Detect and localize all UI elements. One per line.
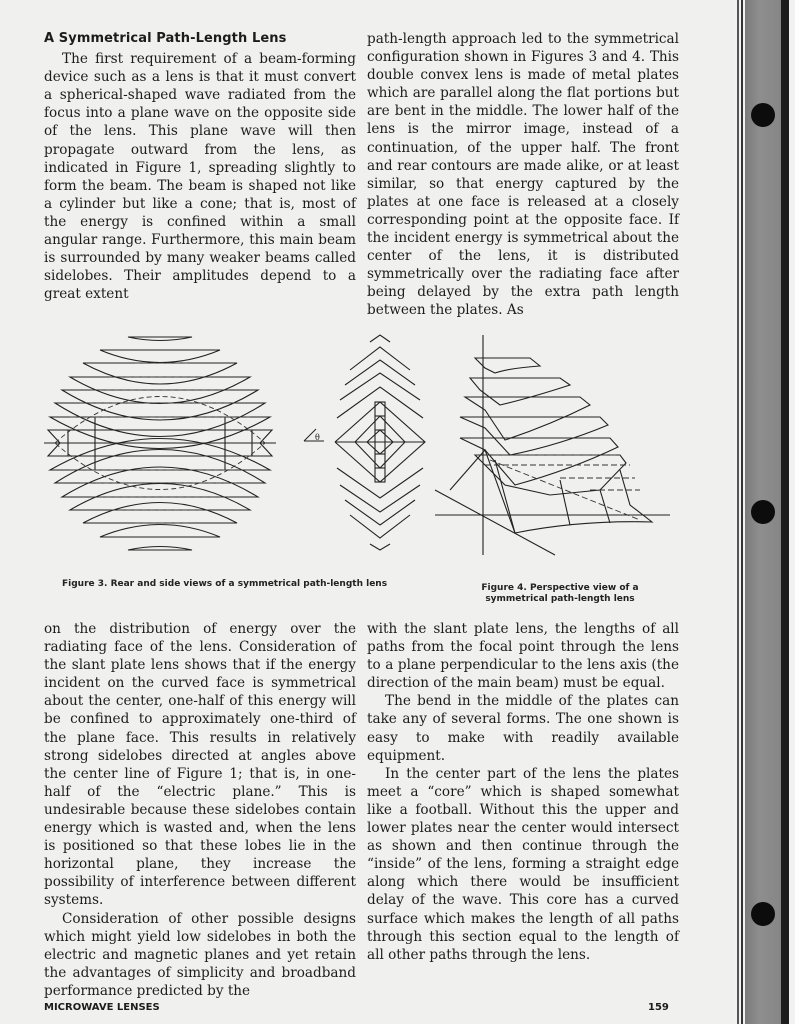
- column-top-right: [367, 30, 679, 320]
- column-bottom-right: [367, 620, 679, 964]
- page-number: 159: [648, 1002, 669, 1013]
- figures-area: [40, 330, 680, 560]
- figure-3-caption: Figure 3. Rear and side views of a symmetrical path-length lens: [62, 579, 388, 589]
- figure-3-rear-view: [40, 330, 300, 560]
- paragraph: The bend in the middle of the plates can take any of several forms. The one shown is easy to make with readily available equipment.: [367, 693, 679, 764]
- svg-text:θ: θ: [315, 433, 320, 442]
- paragraph: In the center part of the lens the plates meet a “core” which is shaped somewhat like a football. Without this the upper and lower plates near the center would intersect as shown and then continue through the “inside” of the lens, forming a straight edge along which there would be insufficient delay of the wave. This core has a curved surface which makes the length of all paths through this section equal to the length of all other paths through the lens.: [367, 765, 679, 963]
- strip-dark-edge: [781, 0, 789, 1024]
- binder-strip: [735, 0, 795, 1024]
- column-bottom-left: [44, 620, 356, 1000]
- paragraph: Consideration of other possible designs which might yield low sidelobes in both the electric and magnetic planes and yet retain the advantages of simplicity and broadband performance predicted by the: [44, 910, 356, 999]
- figure-4-perspective-view: [430, 330, 675, 560]
- section-heading: A Symmetrical Path-Length Lens: [44, 31, 287, 46]
- paragraph: path-length approach led to the symmetrical configuration shown in Figures 3 and 4. This double convex lens is made of metal plates which are parallel along the flat portions but are bent in the middle. The lower half of the lens is the mirror image, instead of a continuation, of the upper half. The front and rear contours are made alike, or at least similar, so that energy captured by the plates at one face is released at a closely corresponding point at the opposite face. If the incident energy is symmetrical about the center of the lens, it is distributed symmetrically over the radiating face after being delayed by the extra path length between the plates. As: [367, 31, 679, 319]
- punch-hole-icon: [751, 902, 775, 926]
- strip-edge-line: [741, 0, 743, 1024]
- figure-3-side-view: [325, 330, 435, 560]
- paragraph: on the distribution of energy over the radiating face of the lens. Consideration of the slant plate lens shows that if the energy incident on the curved face is symmetrical about the center, one-half of this energy will be confined to approximately one-third of the plane face. This results in relatively strong sidelobes directed at angles above the center line of Figure 1; that is, in one-half of the “electric plane.” This is undesirable because these sidelobes contain energy which is wasted and, when the lens is positioned so that these lobes lie in the horizontal plane, they increase the possibility of interference between different systems.: [44, 621, 356, 909]
- paragraph: The first requirement of a beam-forming device such as a lens is that it must convert a spherical-shaped wave radiated from the focus into a plane wave on the opposite side of the lens. This plane wave will then propagate outward from the lens, as indicated in Figure 1, spreading slightly to form the beam. The beam is shaped not like a cylinder but like a cone; that is, most of the energy is confined within a small angular range. Furthermore, this main beam is surrounded by many weaker beams called sidelobes. Their amplitudes depend to a great extent: [44, 51, 356, 303]
- figure-4-caption: Figure 4. Perspective view of a symmetrical path-length lens: [481, 583, 639, 604]
- punch-hole-icon: [751, 500, 775, 524]
- strip-edge-line: [737, 0, 739, 1024]
- punch-hole-icon: [751, 103, 775, 127]
- paragraph: with the slant plate lens, the lengths of all paths from the focal point through the lens to a plane perpendicular to the lens axis (the direction of the main beam) must be equal.: [367, 621, 679, 692]
- running-title: MICROWAVE LENSES: [44, 1002, 160, 1013]
- column-top-left: [44, 30, 356, 303]
